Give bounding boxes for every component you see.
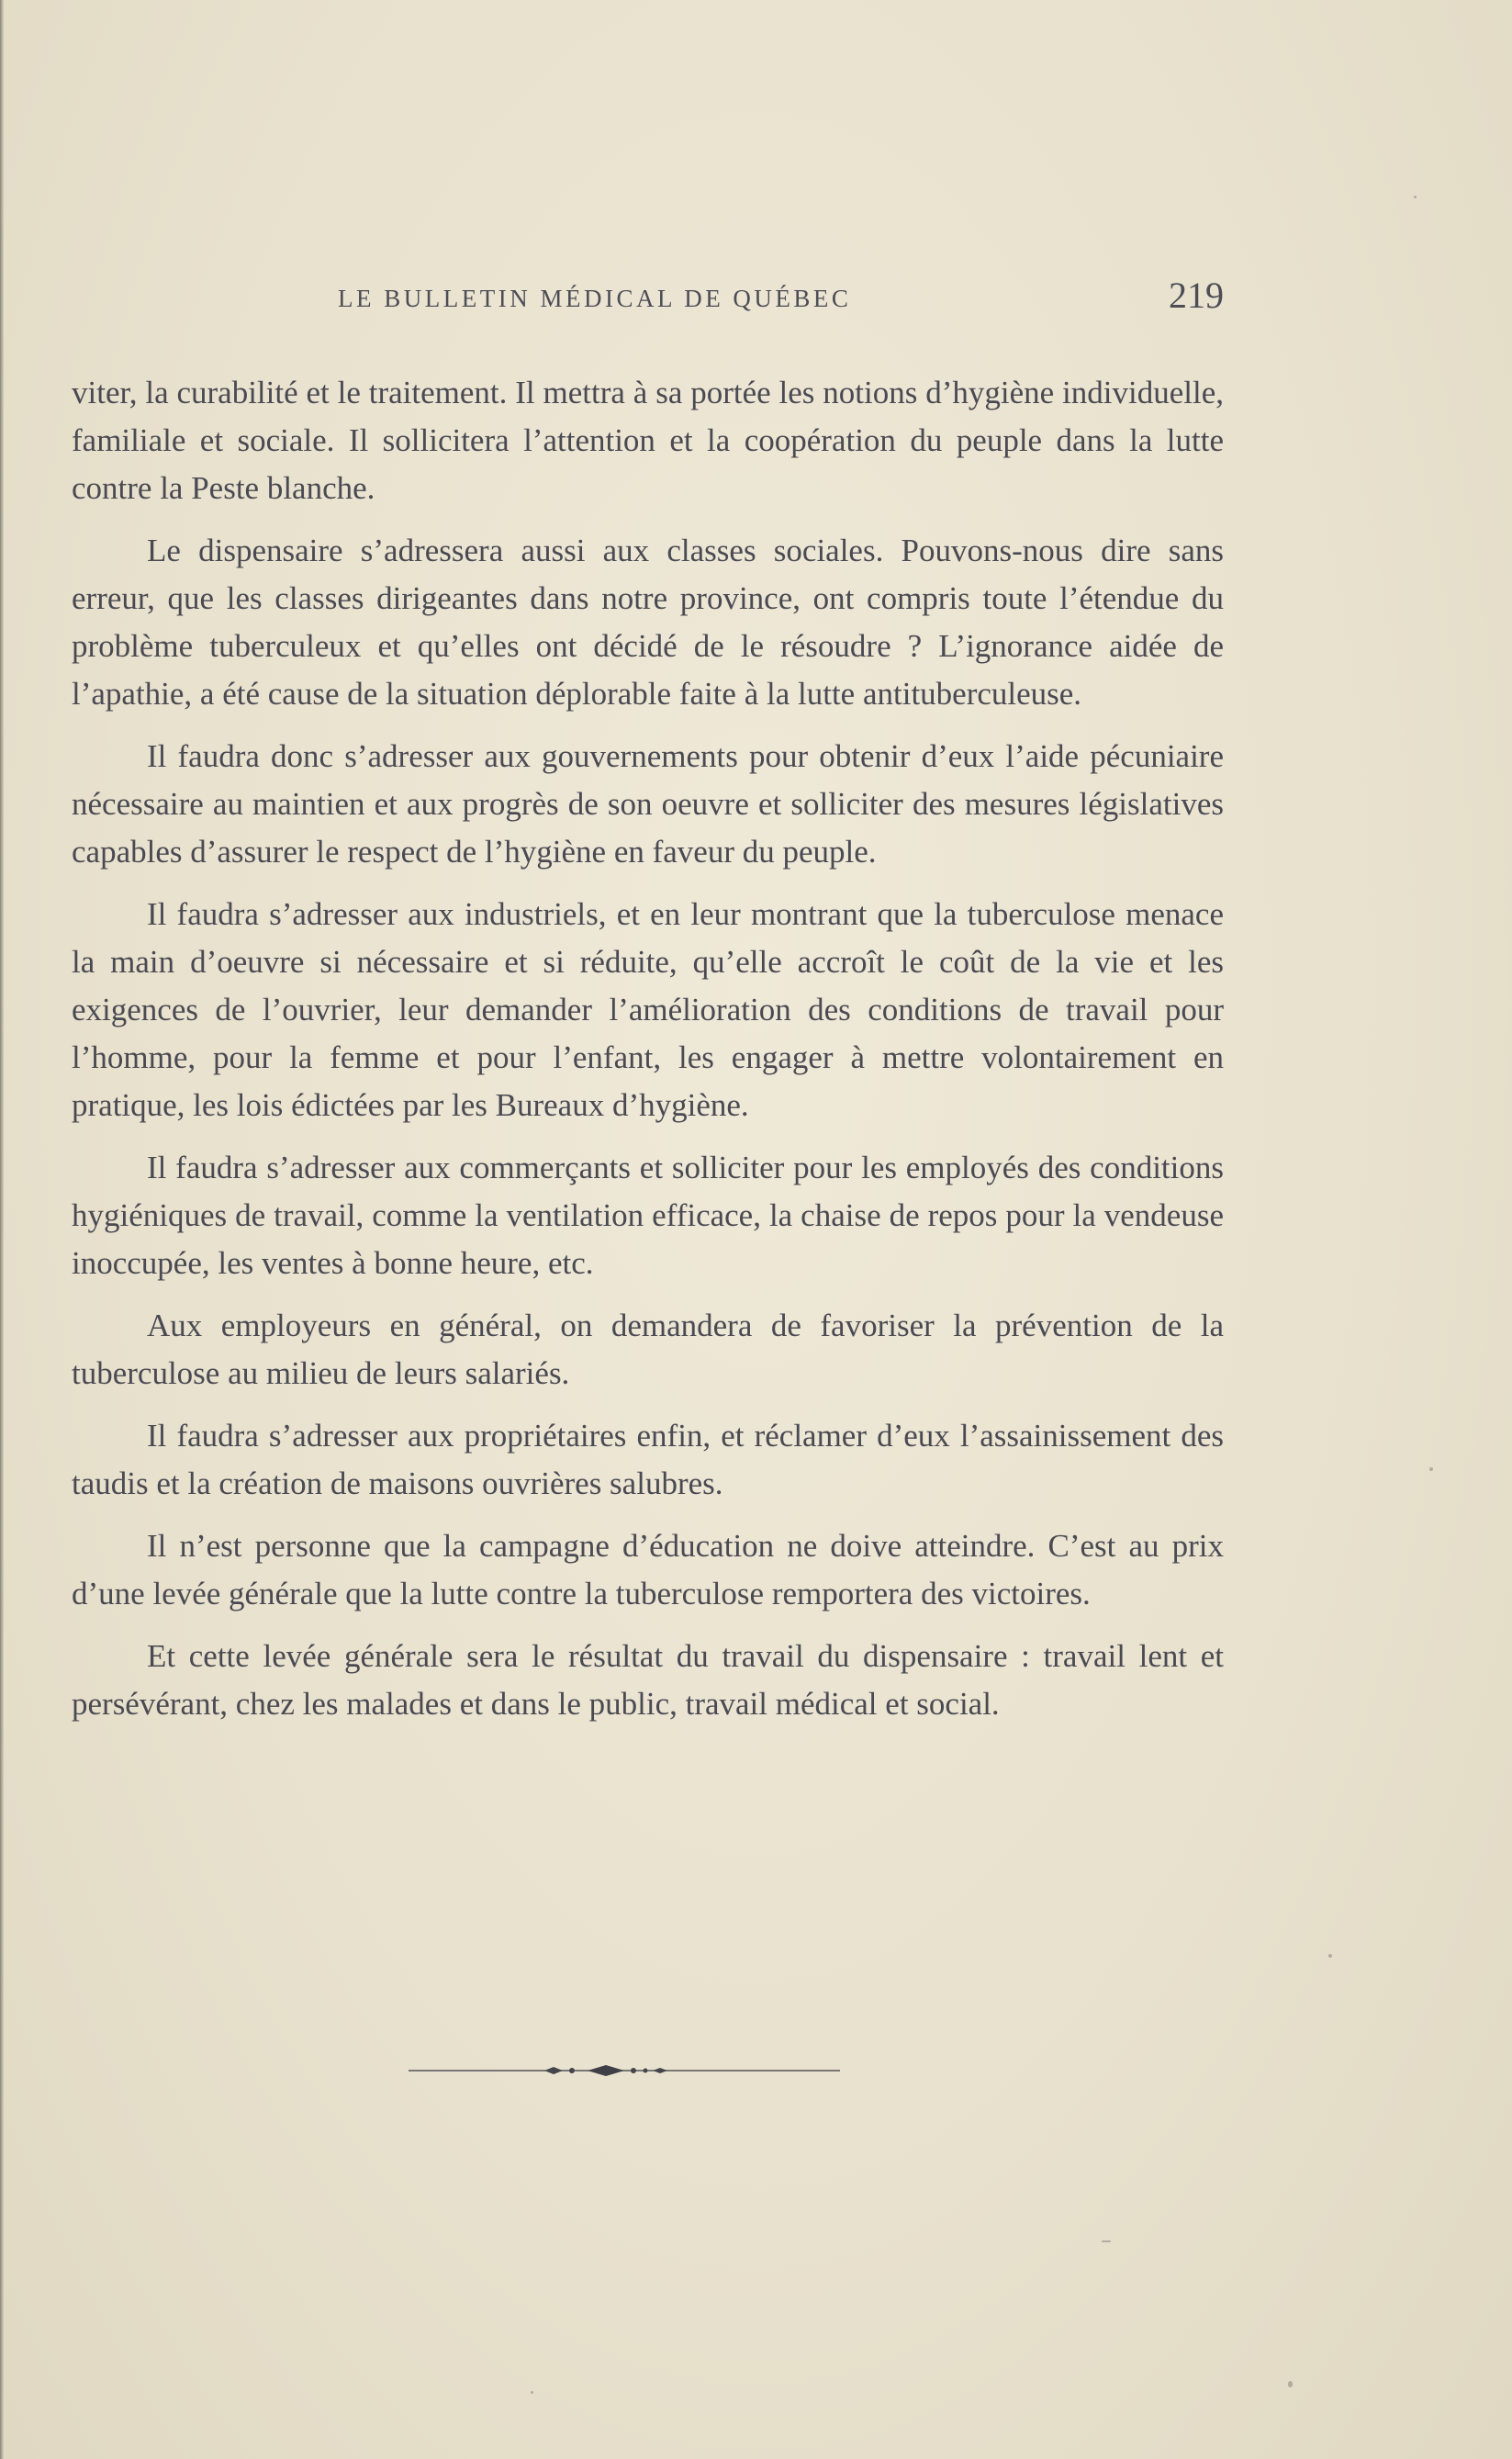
- page-number: 219: [1169, 275, 1224, 316]
- paragraph: Il faudra donc s’adresser aux gouvernements pour obtenir d’eux l’aide pécuniaire nécessaire au maintien et aux progrès de son oeuvre et solliciter des mesures législatives capables d’assurer le respect de l’hygiène en faveur du peuple.: [72, 738, 1224, 870]
- paper-speck: [1102, 2240, 1111, 2242]
- paper-speck: [1328, 1954, 1332, 1958]
- paper-speck: [1414, 196, 1417, 198]
- paragraph: Aux employeurs en général, on demandera de favoriser la prévention de la tuberculose au milieu de leurs salariés.: [72, 1308, 1224, 1391]
- paragraph: Il faudra s’adresser aux propriétaires enfin, et réclamer d’eux l’assainissement des taudis et la création de maisons ouvrières salubres.: [72, 1418, 1224, 1501]
- page-binding-edge: [0, 0, 4, 2459]
- running-title: LE BULLETIN MÉDICAL DE QUÉBEC: [338, 285, 852, 312]
- paragraph: Et cette levée générale sera le résultat du travail du dispensaire : travail lent et persévérant, chez les malades et dans le public, travail médical et social.: [72, 1638, 1224, 1722]
- body-text: [72, 369, 1224, 1743]
- ornament-diamond-right: [653, 2068, 667, 2073]
- paragraph: Il n’est personne que la campagne d’éducation ne doive atteindre. C’est au prix d’une levée générale que la lutte contre la tuberculose remportera des victoires.: [72, 1528, 1224, 1611]
- paper-speck: [531, 2391, 533, 2394]
- paper-speck: [1429, 1467, 1433, 1471]
- ornament-diamond-center: [588, 2065, 624, 2076]
- paragraph: Il faudra s’adresser aux industriels, et en leur montrant que la tuberculose menace la main d’oeuvre si nécessaire et si réduite, qu’elle accroît le coût de la vie et les exigences de l’ouvrier, leur demander l’amélioration des conditions de travail pour l’homme, pour la femme et pour l’enfant, les engager à mettre volontairement en pratique, les lois édictées par les Bureaux d’hygiène.: [72, 896, 1224, 1123]
- paper-speck: [1288, 2381, 1293, 2387]
- ornament-dot: [644, 2069, 648, 2073]
- ornament-dot: [569, 2068, 575, 2073]
- paragraph: Le dispensaire s’adressera aussi aux classes sociales. Pouvons-nous dire sans erreur, que les classes dirigeantes dans notre province, ont compris toute l’étendue du problème tuberculeux et qu’elles ont décidé de le résoudre ? L’ignorance aidée de l’apathie, a été cause de la situation déplorable faite à la lutte antituberculeuse.: [72, 533, 1224, 712]
- ornament-dot: [631, 2068, 636, 2073]
- page-header: [72, 274, 1224, 320]
- paragraph: Il faudra s’adresser aux commerçants et solliciter pour les employés des conditions hygiéniques de travail, comme la ventilation efficace, la chaise de repos pour la vendeuse inoccupée, les ventes à bonne heure, etc.: [72, 1150, 1224, 1281]
- end-ornament-rule: [409, 2057, 840, 2084]
- paragraph-continuation: viter, la curabilité et le traitement. Il mettra à sa portée les notions d’hygiène individuelle, familiale et sociale. Il sollicitera l’attention et la coopération du peuple dans la lutte contre la Peste blanche.: [72, 375, 1224, 506]
- ornament-diamond-left: [544, 2067, 563, 2074]
